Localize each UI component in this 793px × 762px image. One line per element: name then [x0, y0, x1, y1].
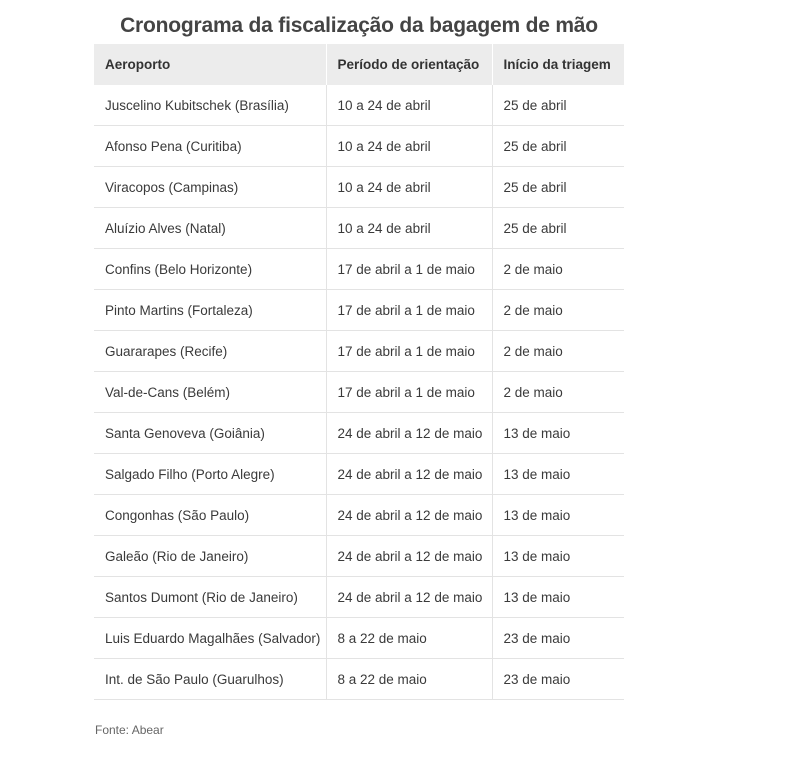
- cell-periodo-orientacao: 10 a 24 de abril: [326, 167, 492, 208]
- table-row: [94, 454, 624, 495]
- table-row: [94, 85, 624, 126]
- cell-aeroporto: Luis Eduardo Magalhães (Salvador): [94, 618, 326, 659]
- table-header: [94, 44, 624, 85]
- table-title: Cronograma da fiscalização da bagagem de mão: [120, 14, 598, 37]
- cell-inicio-triagem: 25 de abril: [492, 208, 624, 249]
- table-row: [94, 618, 624, 659]
- cell-aeroporto: Int. de São Paulo (Guarulhos): [94, 659, 326, 700]
- cell-aeroporto: Santos Dumont (Rio de Janeiro): [94, 577, 326, 618]
- cell-inicio-triagem: 23 de maio: [492, 618, 624, 659]
- column-header-aeroporto: Aeroporto: [94, 44, 326, 85]
- table-row: [94, 208, 624, 249]
- table-row: [94, 536, 624, 577]
- table-row: [94, 495, 624, 536]
- table-body: [94, 85, 624, 700]
- cell-inicio-triagem: 13 de maio: [492, 577, 624, 618]
- table-row: [94, 413, 624, 454]
- table-row: [94, 331, 624, 372]
- cell-aeroporto: Juscelino Kubitschek (Brasília): [94, 85, 326, 126]
- cell-aeroporto: Afonso Pena (Curitiba): [94, 126, 326, 167]
- cell-inicio-triagem: 25 de abril: [492, 85, 624, 126]
- cell-inicio-triagem: 23 de maio: [492, 659, 624, 700]
- table-row: [94, 372, 624, 413]
- cell-aeroporto: Val-de-Cans (Belém): [94, 372, 326, 413]
- cell-periodo-orientacao: 17 de abril a 1 de maio: [326, 249, 492, 290]
- cell-inicio-triagem: 25 de abril: [492, 167, 624, 208]
- cell-periodo-orientacao: 24 de abril a 12 de maio: [326, 454, 492, 495]
- cell-periodo-orientacao: 24 de abril a 12 de maio: [326, 495, 492, 536]
- cell-inicio-triagem: 13 de maio: [492, 454, 624, 495]
- cell-periodo-orientacao: 17 de abril a 1 de maio: [326, 331, 492, 372]
- table-row: [94, 659, 624, 700]
- cell-inicio-triagem: 2 de maio: [492, 290, 624, 331]
- cell-aeroporto: Viracopos (Campinas): [94, 167, 326, 208]
- cell-periodo-orientacao: 17 de abril a 1 de maio: [326, 372, 492, 413]
- column-header-inicio-triagem: Início da triagem: [492, 44, 624, 85]
- cell-aeroporto: Confins (Belo Horizonte): [94, 249, 326, 290]
- table-row: [94, 577, 624, 618]
- table-row: [94, 249, 624, 290]
- cell-periodo-orientacao: 10 a 24 de abril: [326, 126, 492, 167]
- cell-aeroporto: Congonhas (São Paulo): [94, 495, 326, 536]
- cell-periodo-orientacao: 24 de abril a 12 de maio: [326, 577, 492, 618]
- cell-inicio-triagem: 13 de maio: [492, 495, 624, 536]
- cell-periodo-orientacao: 10 a 24 de abril: [326, 208, 492, 249]
- schedule-table: [94, 44, 624, 700]
- cell-inicio-triagem: 13 de maio: [492, 413, 624, 454]
- cell-periodo-orientacao: 24 de abril a 12 de maio: [326, 413, 492, 454]
- cell-periodo-orientacao: 24 de abril a 12 de maio: [326, 536, 492, 577]
- cell-aeroporto: Aluízio Alves (Natal): [94, 208, 326, 249]
- cell-inicio-triagem: 2 de maio: [492, 331, 624, 372]
- cell-inicio-triagem: 25 de abril: [492, 126, 624, 167]
- cell-aeroporto: Galeão (Rio de Janeiro): [94, 536, 326, 577]
- table-row: [94, 167, 624, 208]
- cell-aeroporto: Guararapes (Recife): [94, 331, 326, 372]
- cell-inicio-triagem: 2 de maio: [492, 372, 624, 413]
- column-header-periodo-orientacao: Período de orientação: [326, 44, 492, 85]
- cell-aeroporto: Salgado Filho (Porto Alegre): [94, 454, 326, 495]
- cell-periodo-orientacao: 8 a 22 de maio: [326, 618, 492, 659]
- table-row: [94, 126, 624, 167]
- cell-periodo-orientacao: 10 a 24 de abril: [326, 85, 492, 126]
- cell-inicio-triagem: 13 de maio: [492, 536, 624, 577]
- cell-aeroporto: Pinto Martins (Fortaleza): [94, 290, 326, 331]
- cell-periodo-orientacao: 17 de abril a 1 de maio: [326, 290, 492, 331]
- source-note: Fonte: Abear: [95, 723, 164, 737]
- header-row: [94, 44, 624, 85]
- table-row: [94, 290, 624, 331]
- cell-aeroporto: Santa Genoveva (Goiânia): [94, 413, 326, 454]
- cell-inicio-triagem: 2 de maio: [492, 249, 624, 290]
- cell-periodo-orientacao: 8 a 22 de maio: [326, 659, 492, 700]
